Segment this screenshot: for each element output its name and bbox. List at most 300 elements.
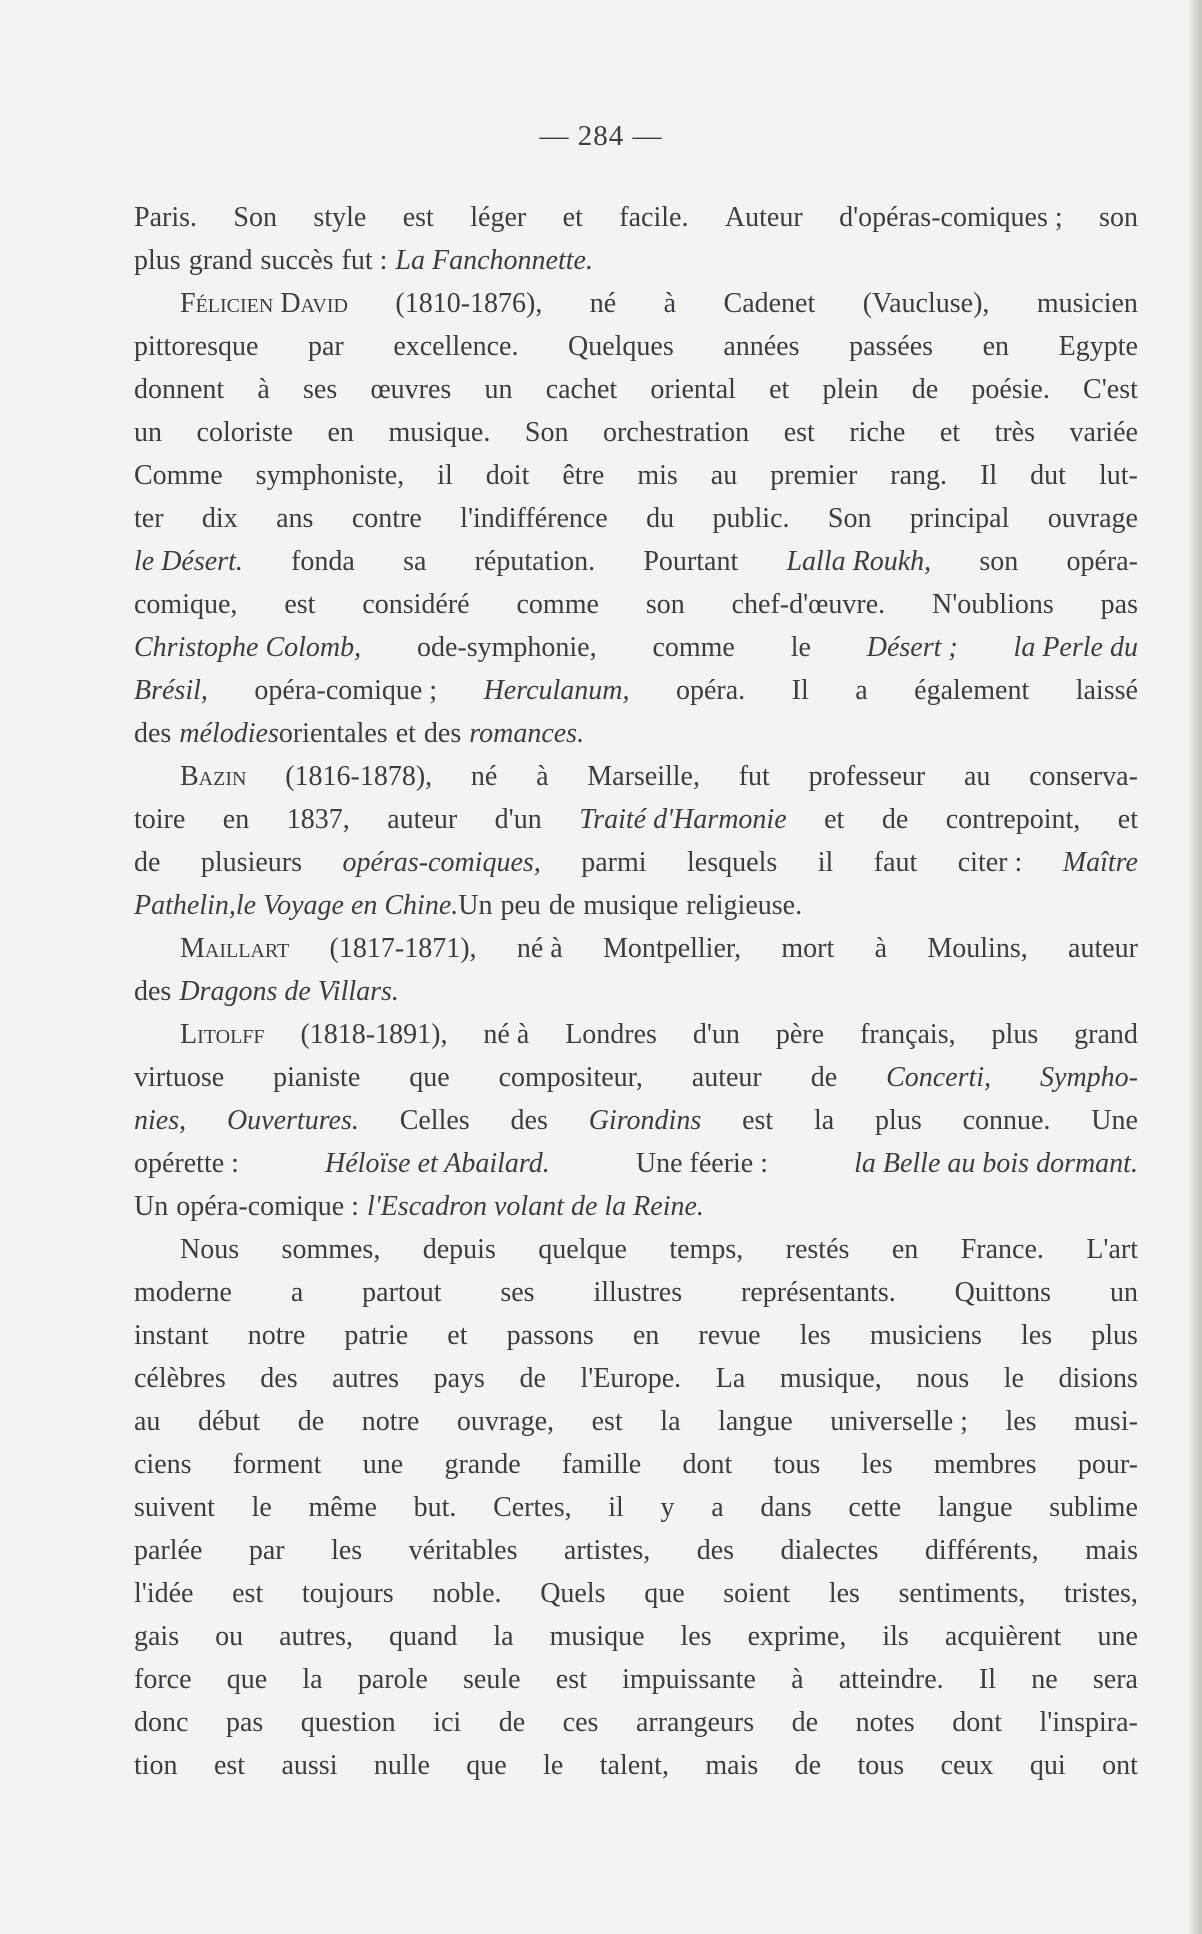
text-word: nies, (134, 1105, 187, 1136)
text-word: en (632, 1320, 660, 1351)
text-word: œuvres (370, 374, 452, 405)
text-word: véritables (408, 1535, 518, 1566)
text-word: (1817-1871), (329, 933, 477, 964)
text-word: atteindre. (838, 1664, 944, 1695)
page-edge (1188, 0, 1202, 1934)
text-word: plusieurs (200, 847, 303, 878)
text-line (134, 325, 1138, 368)
text-word: ou (215, 1621, 244, 1652)
text-word: de (911, 374, 939, 405)
text-word: à (663, 288, 677, 319)
text-word: donnent (134, 374, 225, 405)
text-word: en (982, 331, 1010, 362)
text-word: revue (698, 1320, 761, 1351)
text-word: parole (357, 1664, 428, 1695)
text-word: être (562, 460, 605, 491)
text-word: Un (134, 1191, 169, 1222)
text-word: et (939, 417, 961, 448)
text-word: aussi (281, 1750, 338, 1781)
text-word: son (1099, 202, 1138, 233)
text-word: opéra- (1066, 546, 1138, 577)
text-line (134, 1314, 1138, 1357)
text-word: la (493, 1621, 514, 1652)
text-word: Son (233, 202, 277, 233)
text-word: les (331, 1535, 363, 1566)
text-word: ciens (134, 1449, 192, 1480)
text-word: grande (444, 1449, 521, 1480)
text-word: est (555, 1664, 587, 1695)
text-word: religieuse. (686, 890, 803, 921)
text-word: léger (470, 202, 527, 233)
text-word: plus (1091, 1320, 1138, 1351)
text-word: peu (500, 890, 541, 921)
text-word: Pourtant (643, 546, 739, 577)
text-word: principal (909, 503, 1010, 534)
text-word: par (248, 1535, 285, 1566)
text-word: quelque (538, 1234, 627, 1265)
text-word: a (711, 1492, 724, 1523)
text-word: soient (723, 1578, 791, 1609)
text-word: question (300, 1707, 396, 1738)
text-word: parlée (134, 1535, 203, 1566)
text-word: Auteur (724, 202, 803, 233)
text-word: Désert ; (866, 632, 958, 663)
text-word: Ouvertures. (226, 1105, 359, 1136)
text-word: différents, (924, 1535, 1039, 1566)
text-word: lut- (1098, 460, 1138, 491)
text-word: coloriste (196, 417, 293, 448)
text-word: Son (827, 503, 872, 534)
text-line (134, 1744, 1138, 1787)
text-word: Certes, (493, 1492, 572, 1523)
text-word: disions (1058, 1363, 1138, 1394)
text-word: mort (781, 933, 835, 964)
text-word: un (1109, 1277, 1138, 1308)
text-word: en (891, 1234, 919, 1265)
text-word: riche (849, 417, 906, 448)
text-word: ne (1031, 1664, 1058, 1695)
text-word: La Fanchonnette. (395, 245, 593, 276)
text-word: Un (458, 890, 493, 921)
text-word: au (134, 1406, 161, 1437)
text-word: premier (770, 460, 858, 491)
text-word: sera (1092, 1664, 1138, 1695)
text-word: très (994, 417, 1036, 448)
text-word: considéré (362, 589, 470, 620)
text-word: quand (388, 1621, 458, 1652)
text-word: Marseille, (587, 761, 700, 792)
text-word: (Vaucluse), (862, 288, 990, 319)
text-line (134, 239, 1138, 282)
text-word: France. (960, 1234, 1044, 1265)
text-word: le (251, 1492, 272, 1523)
text-word: 1837, (286, 804, 350, 835)
text-word: chef-d'œuvre. (731, 589, 886, 620)
text-word: la (302, 1664, 323, 1695)
text-word: Maître (1062, 847, 1138, 878)
text-word: pianiste (273, 1062, 361, 1093)
text-line (134, 1529, 1138, 1572)
text-word: Une féerie : (635, 1148, 769, 1179)
text-line (134, 1357, 1138, 1400)
text-word: acquièrent (944, 1621, 1062, 1652)
text-word: et (562, 202, 583, 233)
text-word: plein (822, 374, 879, 405)
text-word: laissé (1075, 675, 1138, 706)
text-word: d'un (494, 804, 542, 835)
text-line (134, 1185, 1138, 1228)
text-word: de (881, 804, 909, 835)
text-word: et (824, 804, 845, 835)
text-word: orientales (278, 718, 388, 749)
text-word: de (498, 1707, 526, 1738)
text-word: musique, (779, 1363, 882, 1394)
text-word: le Désert. (134, 546, 243, 577)
text-word: la Perle du (1013, 632, 1138, 663)
text-word: est (742, 1105, 774, 1136)
text-word: (1810-1876), (395, 288, 543, 319)
text-word: excellence. (393, 331, 519, 362)
text-word: grand (188, 245, 253, 276)
text-word: noble. (432, 1578, 502, 1609)
text-word: par (307, 331, 344, 362)
text-line (134, 1486, 1138, 1529)
text-word: auteur (1068, 933, 1138, 964)
text-word: comme (652, 632, 735, 663)
text-line (134, 1572, 1138, 1615)
text-line (134, 884, 1138, 927)
text-word: (1816-1878), (285, 761, 433, 792)
text-word: forment (232, 1449, 322, 1480)
text-word: contrepoint, (945, 804, 1081, 835)
text-word: également (914, 675, 1030, 706)
text-word: opérette : (134, 1148, 239, 1179)
text-word: L'art (1086, 1234, 1138, 1265)
text-word: tous (857, 1750, 905, 1781)
text-word: et (769, 374, 790, 405)
text-word: public. (712, 503, 790, 534)
text-word: d'un (692, 1019, 740, 1050)
text-word: plus (875, 1105, 922, 1136)
text-word: force (134, 1664, 192, 1695)
text-word: temps, (669, 1234, 744, 1265)
text-word: né (470, 761, 498, 792)
text-word: Egypte (1058, 331, 1138, 362)
text-word: rang. (890, 460, 948, 491)
text-word: au (963, 761, 991, 792)
text-word: plus (991, 1019, 1039, 1050)
text-line (134, 798, 1138, 841)
text-word: Sympho- (1040, 1062, 1138, 1093)
text-word: Moulins, (927, 933, 1028, 964)
text-word: pas (225, 1707, 264, 1738)
text-line (134, 411, 1138, 454)
text-word: pas (1100, 589, 1138, 620)
text-word: Quelques (568, 331, 674, 362)
text-word: le (790, 632, 811, 663)
text-word: et (447, 1320, 468, 1351)
text-word: à (874, 933, 888, 964)
text-word: Pathelin, (134, 890, 236, 921)
text-word: né (589, 288, 617, 319)
text-word: ans (276, 503, 314, 534)
text-word: est (591, 1406, 623, 1437)
text-word: arrangeurs (635, 1707, 755, 1738)
text-word: C'est (1083, 374, 1138, 405)
text-word: fonda (291, 546, 355, 577)
text-word: les (799, 1320, 831, 1351)
text-word: de (297, 1406, 325, 1437)
text-word: à (536, 761, 549, 792)
text-word: et (395, 718, 416, 749)
text-word: de (548, 890, 576, 921)
text-line (134, 927, 1138, 970)
text-word: partout (362, 1277, 442, 1308)
text-word: virtuose (134, 1062, 225, 1093)
text-word: musi- (1074, 1406, 1138, 1437)
text-word: des (423, 718, 462, 749)
text-word: poésie. (971, 374, 1050, 405)
text-word: la (814, 1105, 835, 1136)
text-word: ces (562, 1707, 599, 1738)
text-line (134, 540, 1138, 583)
text-word: style (313, 202, 367, 233)
text-word: dix (201, 503, 238, 534)
text-word: Girondins (588, 1105, 702, 1136)
text-word: professeur (808, 761, 926, 792)
text-word: connue. (962, 1105, 1051, 1136)
text-word: Maillart (180, 933, 290, 964)
text-word: notes (855, 1707, 915, 1738)
text-word: N'oublions (932, 589, 1054, 620)
text-word: famille (561, 1449, 642, 1480)
text-word: ses (303, 374, 338, 405)
text-word: Cadenet (723, 288, 816, 319)
text-word: depuis (422, 1234, 496, 1265)
text-line (134, 1443, 1138, 1486)
text-line (134, 1701, 1138, 1744)
text-line (134, 282, 1138, 325)
text-word: toujours (301, 1578, 394, 1609)
text-line (134, 497, 1138, 540)
text-word: né à (516, 933, 563, 964)
text-word: langue (937, 1492, 1013, 1523)
text-word: mis (637, 460, 678, 491)
text-word: Christophe Colomb, (134, 632, 362, 663)
text-word: est (232, 1578, 264, 1609)
text-word: doit (485, 460, 530, 491)
text-word: illustres (593, 1277, 683, 1308)
text-word: universelle ; (830, 1406, 968, 1437)
text-word: une (362, 1449, 404, 1480)
text-word: suivent (134, 1492, 215, 1523)
text-word: compositeur, (498, 1062, 643, 1093)
text-word: de (519, 1363, 546, 1394)
text-word: l'inspira- (1039, 1707, 1138, 1738)
page-number: — 284 — (539, 120, 663, 152)
text-word: que (466, 1750, 507, 1781)
text-word: Bazin (180, 761, 247, 792)
text-word: oriental (650, 374, 736, 405)
text-word: seule (463, 1664, 521, 1695)
text-word: donc (134, 1707, 189, 1738)
text-word: l'indifférence (460, 503, 608, 534)
text-word: Il (980, 460, 998, 491)
text-word: est (783, 417, 815, 448)
text-word: Lalla Roukh, (786, 546, 932, 577)
text-word: restés (785, 1234, 850, 1265)
text-word: que (409, 1062, 450, 1093)
text-word: au (710, 460, 738, 491)
text-word: ont (1102, 1750, 1138, 1781)
text-word: même (308, 1492, 377, 1523)
text-word: cette (848, 1492, 902, 1523)
text-word: d'opéras-comiques ; (839, 202, 1063, 233)
text-word: le (543, 1750, 564, 1781)
text-word: dialectes (780, 1535, 879, 1566)
text-word: Londres (565, 1019, 657, 1050)
text-word: autres (332, 1363, 400, 1394)
text-line (134, 454, 1138, 497)
text-word: en (327, 417, 354, 448)
text-word: l'Europe. (580, 1363, 682, 1394)
text-word: français, (860, 1019, 956, 1050)
text-word: artistes, (563, 1535, 651, 1566)
text-word: que (226, 1664, 268, 1695)
text-word: impuissante (622, 1664, 756, 1695)
text-word: dont (682, 1449, 733, 1480)
text-word: des (134, 718, 172, 749)
text-word: est (402, 202, 434, 233)
text-word: orchestration (602, 417, 750, 448)
text-word: pittoresque (134, 331, 259, 362)
text-word: Montpellier, (603, 933, 742, 964)
text-word: la (660, 1406, 681, 1437)
text-word: but. (413, 1492, 457, 1523)
text-word: Une (1091, 1105, 1138, 1136)
text-line (134, 1142, 1138, 1185)
text-word: des (696, 1535, 735, 1566)
text-word: Comme (134, 460, 223, 491)
text-word: lesquels (687, 847, 778, 878)
text-word: a (290, 1277, 304, 1308)
text-line (134, 1615, 1138, 1658)
text-word: ouvrage (1047, 503, 1138, 534)
text-word: Litolff (180, 1019, 265, 1050)
text-word: fut (738, 761, 770, 792)
text-word: il (817, 847, 834, 878)
text-word: début (198, 1406, 261, 1437)
text-line (134, 1271, 1138, 1314)
text-word: cachet (545, 374, 618, 405)
text-word: faut (873, 847, 918, 878)
text-word: Concerti, (886, 1062, 992, 1093)
text-line (134, 970, 1138, 1013)
body-text (134, 196, 1138, 1787)
text-word: les (1005, 1406, 1037, 1437)
text-line (134, 1099, 1138, 1142)
text-word: Traité d'Harmonie (579, 804, 787, 835)
text-word: de (791, 1707, 819, 1738)
text-line (134, 712, 1138, 755)
text-word: père (775, 1019, 825, 1050)
text-word: il (608, 1492, 624, 1523)
text-word: plus (134, 245, 181, 276)
text-word: des (134, 976, 172, 1007)
text-word: de (794, 1750, 822, 1781)
text-word: musicien (1036, 288, 1138, 319)
text-word: un (134, 417, 162, 448)
text-word: citer : (957, 847, 1023, 878)
text-word: dont (952, 1707, 1002, 1738)
text-word: instant (134, 1320, 209, 1351)
text-word: facile. (619, 202, 689, 233)
text-word: des (510, 1105, 548, 1136)
text-word: La (715, 1363, 746, 1394)
text-word: parmi (581, 847, 647, 878)
text-word: comme (516, 589, 599, 620)
text-word: langue (718, 1406, 793, 1437)
text-word: la Belle au bois dormant. (854, 1148, 1138, 1179)
text-word: Paris. (134, 202, 197, 233)
text-word: Herculanum, (483, 675, 630, 706)
text-word: il (437, 460, 453, 491)
text-word: dans (760, 1492, 812, 1523)
text-word: Quittons (954, 1277, 1052, 1308)
text-word: musique (549, 1621, 645, 1652)
text-word: musiciens (869, 1320, 982, 1351)
text-word: opéra-comique ; (254, 675, 438, 706)
text-word: passées (849, 331, 934, 362)
text-word: opéras-comiques, (342, 847, 541, 878)
text-word: son (645, 589, 685, 620)
text-word: exprime, (747, 1621, 847, 1652)
text-line (134, 755, 1138, 798)
text-word: patrie (344, 1320, 409, 1351)
text-word: le (1003, 1363, 1024, 1394)
text-word: sentiments, (898, 1578, 1026, 1609)
text-word: musique. (388, 417, 491, 448)
text-word: sublime (1049, 1492, 1138, 1523)
text-word: ses (500, 1277, 535, 1308)
text-word: réputation. (474, 546, 596, 577)
text-word: Il (978, 1664, 997, 1695)
text-word: ouvrage, (456, 1406, 555, 1437)
text-line (134, 626, 1138, 669)
text-word: le Voyage en Chine. (235, 890, 459, 921)
text-line (134, 669, 1138, 712)
text-word: nous (916, 1363, 970, 1394)
text-line (134, 1013, 1138, 1056)
text-word: sommes, (281, 1234, 381, 1265)
text-word: l'idée (134, 1578, 194, 1609)
text-line (134, 1056, 1138, 1099)
text-word: Nous (180, 1234, 240, 1265)
text-word: nulle (373, 1750, 430, 1781)
text-word: un (484, 374, 513, 405)
text-word: de (134, 847, 161, 878)
text-word: membres (933, 1449, 1037, 1480)
text-word: ter (134, 503, 164, 534)
text-word: Héloïse et Abailard. (325, 1148, 550, 1179)
text-word: du (646, 503, 675, 534)
text-word: passons (506, 1320, 594, 1351)
text-word: variée (1069, 417, 1138, 448)
text-word: Félicien David (180, 288, 348, 319)
text-word: moderne (134, 1277, 232, 1308)
text-word: ici (433, 1707, 462, 1738)
text-line (134, 583, 1138, 626)
